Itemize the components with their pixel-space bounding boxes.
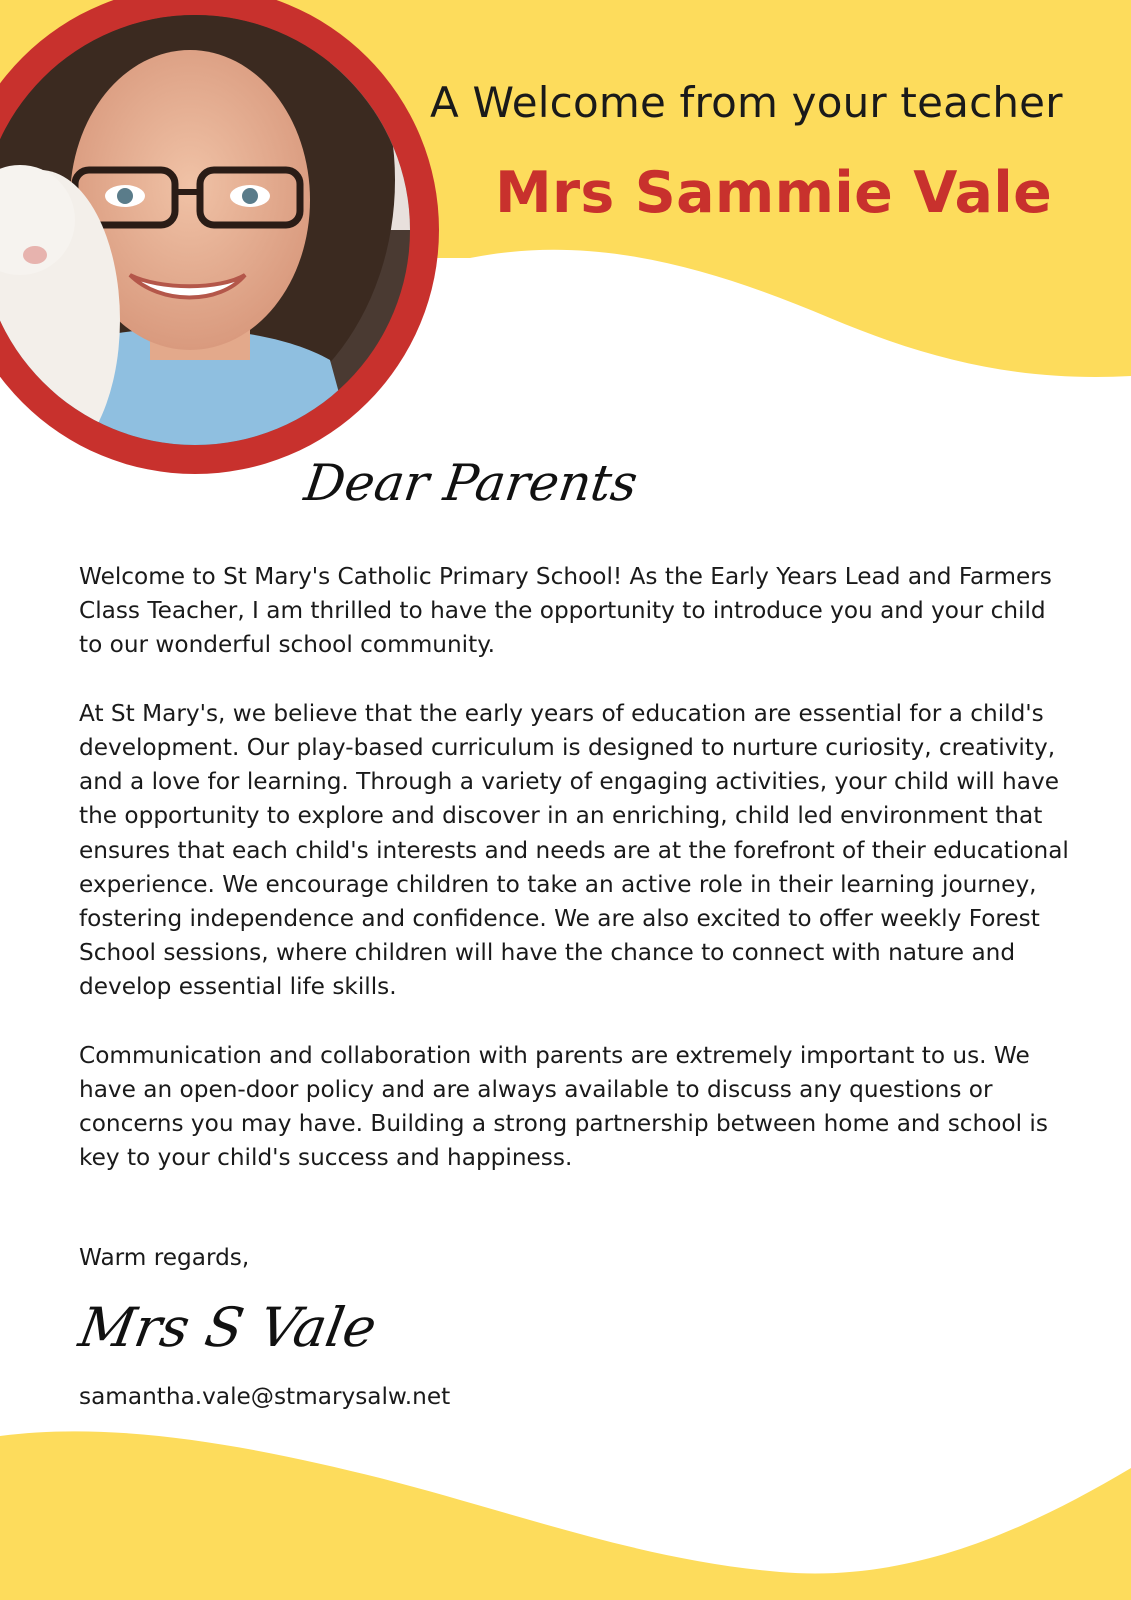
- teacher-name: Mrs Sammie Vale: [495, 160, 1053, 226]
- bottom-yellow-wave: [0, 1431, 1131, 1600]
- letter-closing: Warm regards,: [79, 1244, 250, 1271]
- letter-paragraph: Communication and collaboration with parents are extremely important to us. We have an open-door policy and are always available to discuss any questions or concerns you may have. Building a strong partnership between home and school is key to your child's success and happiness.: [79, 1041, 1048, 1172]
- letter-body: [79, 560, 1069, 1210]
- contact-email: samantha.vale@stmarysalw.net: [79, 1383, 451, 1410]
- letter-greeting: Dear Parents: [300, 454, 642, 512]
- welcome-heading: A Welcome from your teacher: [430, 78, 1063, 127]
- letter-paragraph: Welcome to St Mary's Catholic Primary School! As the Early Years Lead and Farmers Class Teacher, I am thrilled to have the opportunity to introduce you and your child to our wonderful school community.: [79, 563, 1052, 659]
- letter-paragraph: At St Mary's, we believe that the early years of education are essential for a child's development. Our play-based curriculum is designed to nurture curiosity, creativity, and a love for learning. Through a variety of engaging activities, your child will have the opportunity to explore and discover in an enriching, child led environment that ensures that each child's interests and needs are at the forefront of their educational experience. We encourage children to take an active role in their learning journey, fostering independence and confidence. We are also excited to offer weekly Forest School sessions, where children will have the chance to connect with nature and develop essential life skills.: [79, 699, 1069, 1001]
- signature: Mrs S Vale: [74, 1296, 382, 1359]
